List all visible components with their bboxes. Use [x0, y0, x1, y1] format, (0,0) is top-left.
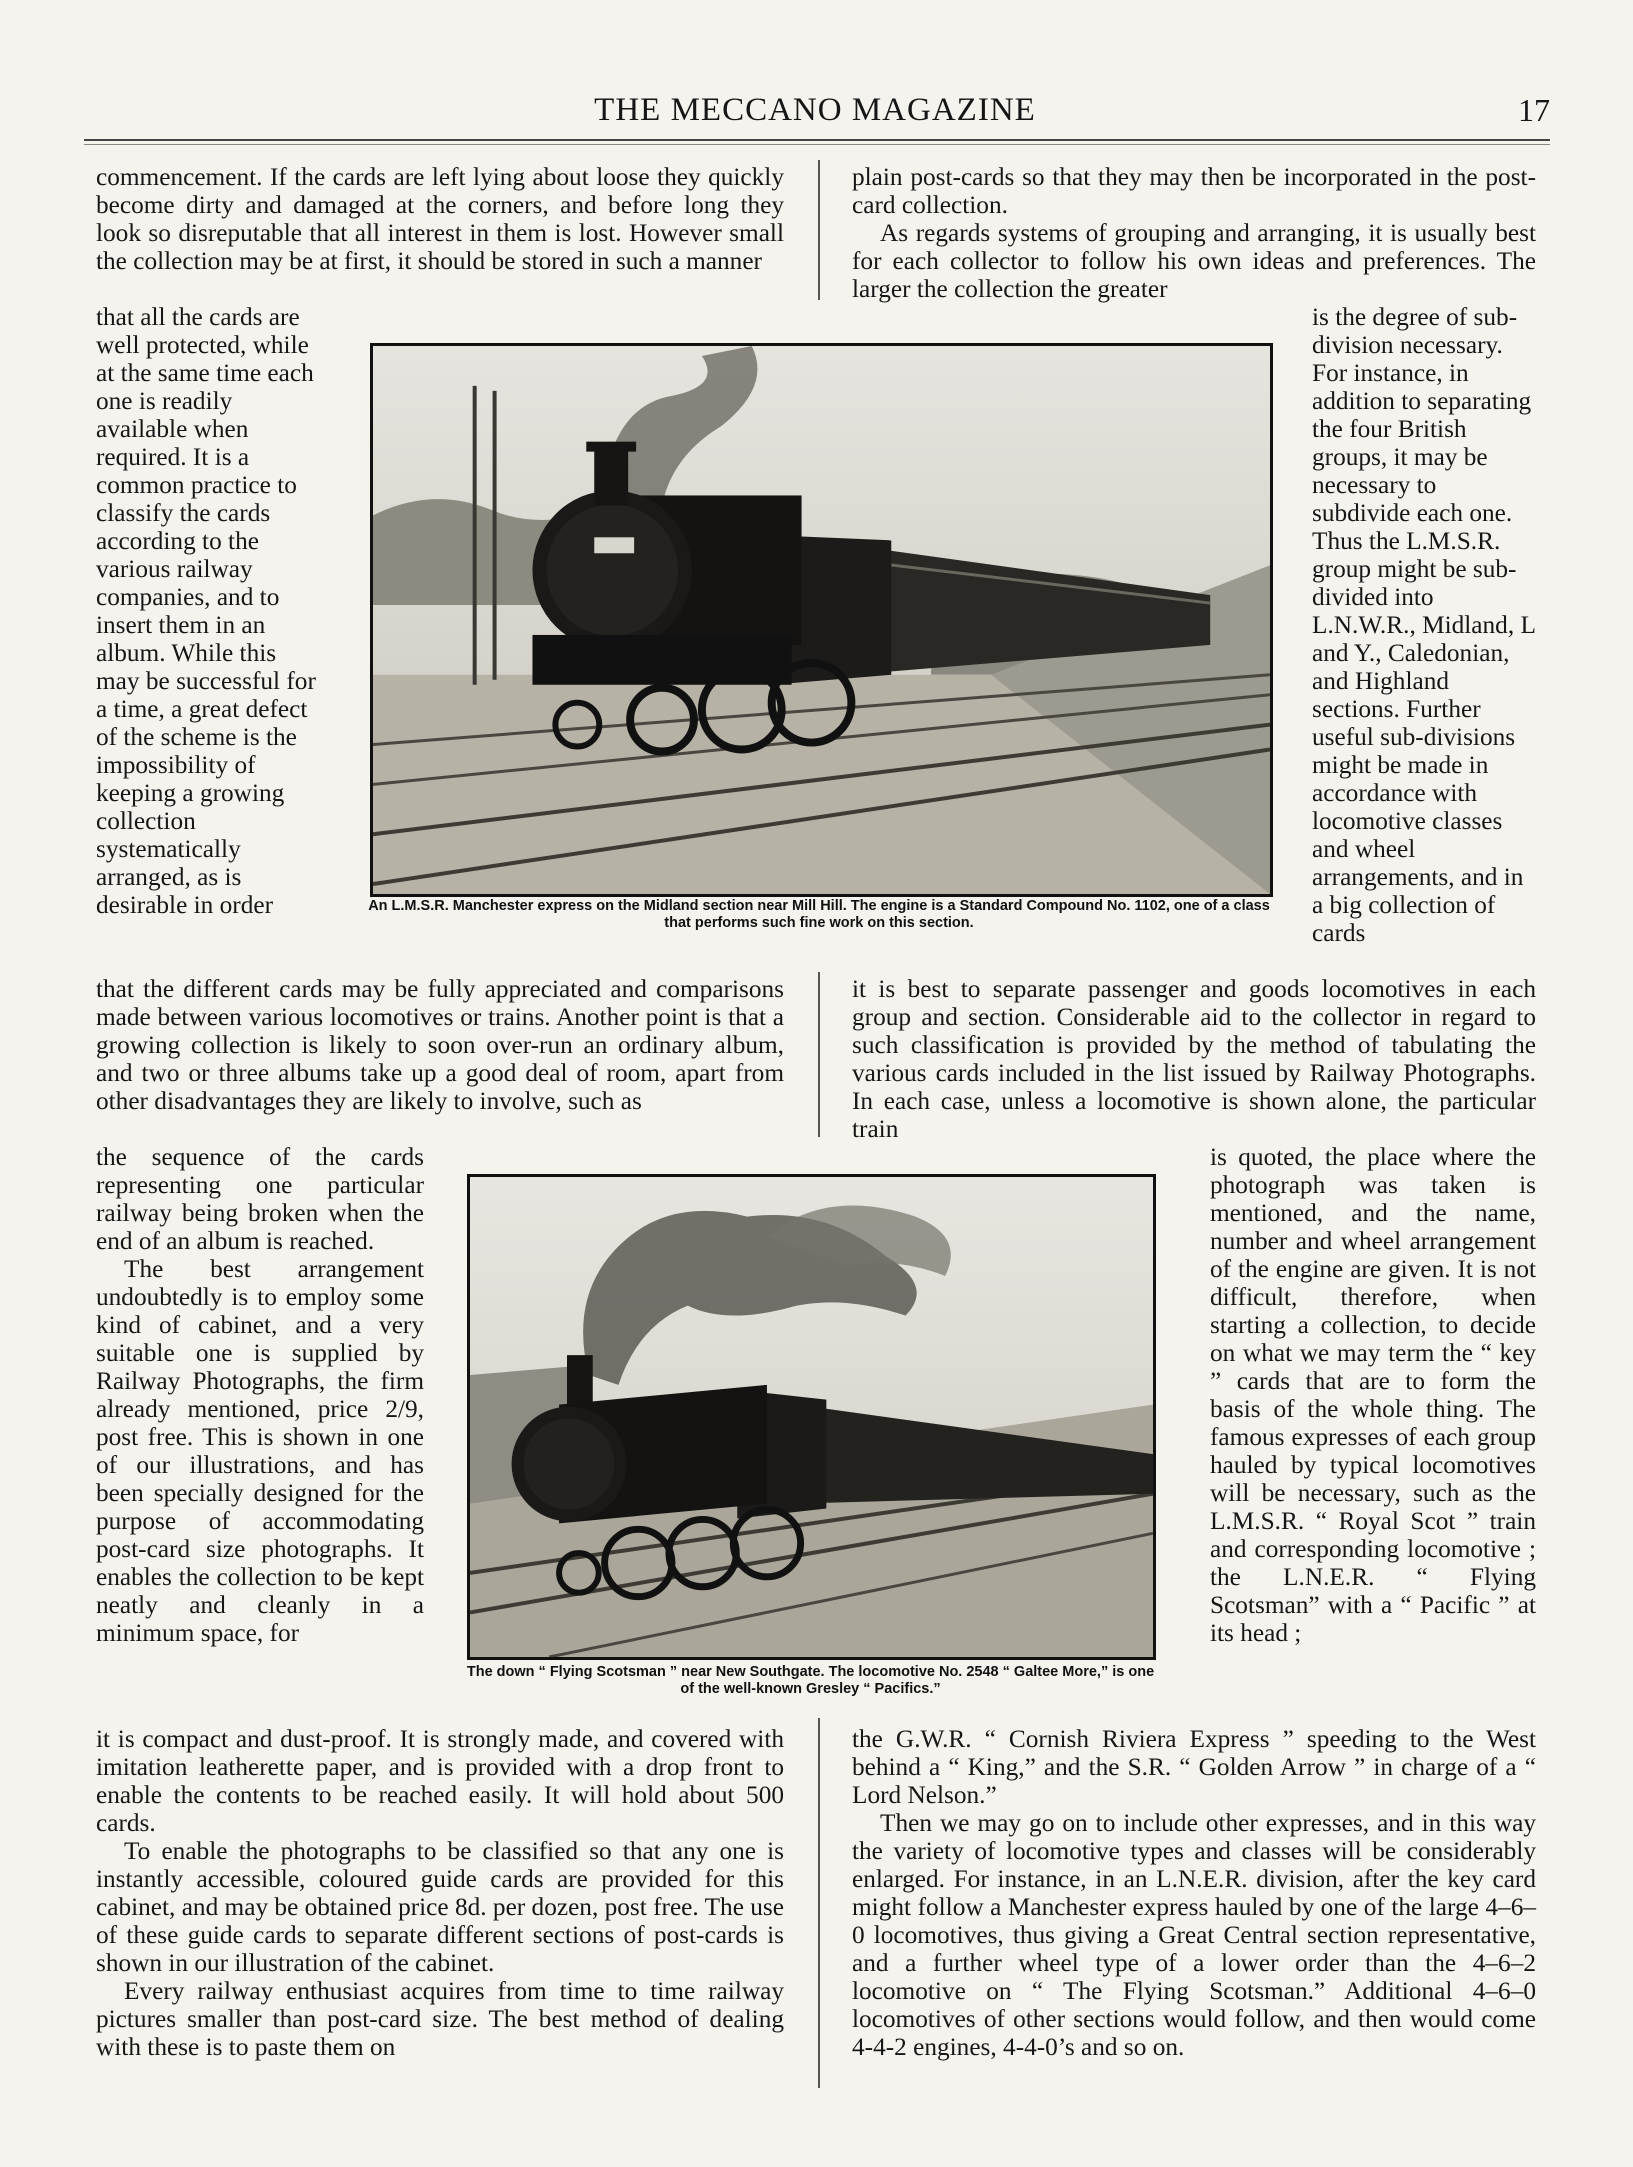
page-number: 17	[1518, 92, 1550, 128]
number-plate-icon	[594, 537, 634, 553]
header-rule-thin	[84, 144, 1550, 145]
page-header	[80, 92, 1550, 132]
steam-locomotive-icon	[470, 1177, 1153, 1657]
paragraph: As regards systems of grouping and arranging, it is usually best for each collector to follow his own ideas and preferences. The larger the collection the greater	[852, 219, 1536, 303]
flying-scotsman-photo	[467, 1174, 1156, 1660]
left-text-middle	[96, 975, 784, 1115]
left-text-narrow-2	[96, 1143, 424, 1647]
paragraph: The best arrangement undoubtedly is to employ some kind of cabinet, and a very suitable one is supplied by Railway Photographs, the firm already mentioned, price 2/9, post free. This is shown in one of our illustrations, and has been specially designed for the purpose of accommodating post-card size photographs. It enables the collection to be kept neatly and cleanly in a minimum space, for	[96, 1255, 424, 1647]
column-divider-bottom	[818, 1718, 820, 2088]
paragraph: it is best to separate passenger and goods locomotives in each group and section. Considerable aid to the collector in regard to such classification is provided by the method of tabulating the various cards included in the list issued by Railway Photographs. In each case, unless a locomotive is shown alone, the particular train	[852, 975, 1536, 1143]
left-text-bottom	[96, 1725, 784, 2061]
right-text-narrow-2	[1210, 1143, 1536, 1647]
paragraph: To enable the photographs to be classified so that any one is instantly accessible, coloured guide cards are provided for this cabinet, and may be obtained price 8d. per dozen, post free. The use of these guide cards to separate different sections of post-cards is shown in our illustration of the cabinet.	[96, 1837, 784, 1977]
steam-locomotive-icon	[373, 346, 1270, 894]
right-text-middle	[852, 975, 1536, 1143]
column-divider-top	[818, 160, 820, 300]
right-text-narrow-1	[1312, 303, 1536, 947]
paragraph: Every railway enthusiast acquires from time to time railway pictures smaller than post-card size. The best method of dealing with these is to paste them on	[96, 1977, 784, 2061]
header-rule	[84, 139, 1550, 141]
right-text-top	[852, 163, 1536, 303]
left-text-narrow-1	[96, 303, 322, 919]
paragraph: Then we may go on to include other expresses, and in this way the variety of locomotive types and classes will be considerably enlarged. For instance, in an L.N.E.R. division, after the key card might follow a Manchester express hauled by one of the large 4–6–0 locomotives, thus giving a Great Central section representative, and a further wheel type of a lower order than the 4–6–2 locomotive on “ The Flying Scotsman.” Additional 4–6–0 locomotives of other sections would follow, and then would come 4-4-2 engines, 4-4-0’s and so on.	[852, 1809, 1536, 2061]
paragraph: it is compact and dust-proof. It is strongly made, and covered with imitation leatherette paper, and is provided with a drop front to enable the contents to be reached easily. It will hold about 500 cards.	[96, 1725, 784, 1837]
magazine-title: THE MECCANO MAGAZINE	[594, 92, 1036, 128]
column-divider-middle	[818, 972, 820, 1137]
paragraph: the G.W.R. “ Cornish Riviera Express ” speeding to the West behind a “ King,” and the S.R. “ Golden Arrow ” in charge of a “ Lord Nelson.”	[852, 1725, 1536, 1809]
paragraph: commencement. If the cards are left lying about loose they quickly become dirty and damaged at the corners, and before long they look so disreputable that all interest in them is lost. However small the collection may be at first, it should be stored in such a manner	[96, 163, 784, 275]
figure-caption: The down “ Flying Scotsman ” near New Southgate. The locomotive No. 2548 “ Galtee More,” is one of the well-known Gresley “ Pacifics.”	[466, 1664, 1155, 1697]
left-text-top	[96, 163, 784, 275]
right-text-bottom	[852, 1725, 1536, 2061]
paragraph: that the different cards may be fully appreciated and comparisons made between various locomotives or trains. Another point is that a growing collection is likely to soon over-run an ordinary album, and two or three albums take up a good deal of room, apart from other disadvantages they are likely to involve, such as	[96, 975, 784, 1115]
paragraph: that all the cards are well protected, while at the same time each one is readily available when required. It is a common practice to classify the cards according to the various railway companies, and to insert them in an album. While this may be successful for a time, a great defect of the scheme is the impossibility of keeping a growing collection systematically arranged, as is desirable in order	[96, 303, 316, 919]
paragraph: plain post-cards so that they may then be incorporated in the post-card collection.	[852, 163, 1536, 219]
paragraph: is the degree of sub-division necessary. For instance, in addition to separating the four British groups, it may be necessary to subdivide each one. Thus the L.M.S.R. group might be sub-divided into L.N.W.R., Midland, L and Y., Caledonian, and Highland sections. Further useful sub-divisions might be made in accordance with locomotive classes and wheel arrangements, and in a big collection of cards	[1312, 303, 1535, 947]
paragraph: is quoted, the place where the photograph was taken is mentioned, and the name, number and wheel arrangement of the engine are given. It is not difficult, therefore, when starting a collection, to decide on what we may term the “ key ” cards that are to form the basis of the whole thing. The famous expresses of each group hauled by typical locomotives will be necessary, such as the L.M.S.R. “ Royal Scot ” train and corresponding locomotive ; the L.N.E.R. “ Flying Scotsman” with a “ Pacific ” at its head ;	[1210, 1143, 1536, 1647]
locomotive-1102-photo	[370, 343, 1273, 897]
paragraph: the sequence of the cards representing one particular railway being broken when the end of an album is reached.	[96, 1143, 424, 1255]
figure-caption: An L.M.S.R. Manchester express on the Midland section near Mill Hill. The engine is a Standard Compound No. 1102, one of a class that performs such fine work on this section.	[368, 898, 1270, 931]
